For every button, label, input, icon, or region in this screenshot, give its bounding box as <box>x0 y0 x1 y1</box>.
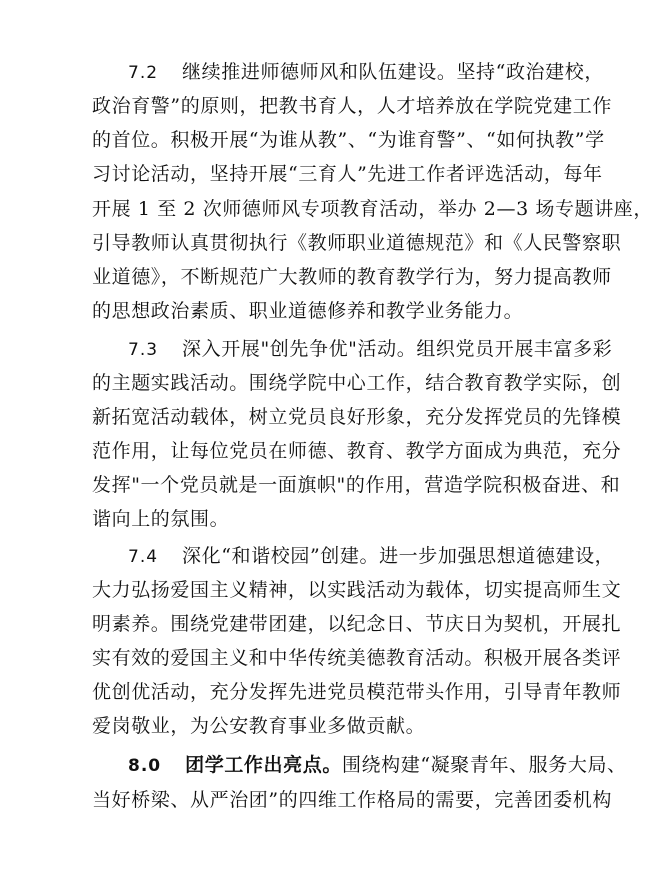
section-number: 7.4 <box>128 547 159 567</box>
paragraph-line <box>92 125 605 155</box>
line-text: 继续推进师德师风和队伍建设。坚持“政治建校， <box>182 61 604 83</box>
paragraph-line <box>92 711 425 741</box>
line-text: 的首位。积极开展“为谁从教”、“为谁育警”、“如何执教”学 <box>92 129 605 151</box>
paragraph-line <box>128 334 612 364</box>
line-text: 的主题实践活动。围绕学院中心工作，结合教育教学实际，创 <box>92 372 622 394</box>
line-text: 开展 1 至 2 次师德师风专项教育活动，举办 2—3 场专题讲座， <box>92 198 653 220</box>
line-text: 深入开展"创先争优"活动。组织党员开展丰富多彩 <box>182 338 613 360</box>
paragraph-line <box>92 262 612 292</box>
paragraph-line <box>128 541 614 571</box>
paragraph-line <box>92 296 523 326</box>
line-text: 大力弘扬爱国主义精神，以实践活动为载体，切实提高师生文 <box>92 579 622 601</box>
paragraph-line <box>92 194 653 224</box>
paragraph-line <box>92 228 621 258</box>
line-text: 深化“和谐校园”创建。进一步加强思想道德建设， <box>182 545 615 567</box>
section-number: 7.3 <box>128 340 159 360</box>
line-text: 新拓宽活动载体，树立党员良好形象，充分发挥党员的先锋模 <box>92 406 622 428</box>
line-text: 政治育警”的原则，把教书育人，人才培养放在学院党建工作 <box>92 95 612 117</box>
paragraph-line <box>92 402 621 432</box>
paragraph-line <box>92 504 229 534</box>
paragraph-line <box>92 677 621 707</box>
line-text: 爱岗敬业，为公安教育事业多做贡献。 <box>92 715 426 737</box>
paragraph-line <box>92 159 603 189</box>
paragraph-line <box>92 470 620 500</box>
paragraph-line <box>92 368 621 398</box>
line-text: 的思想政治素质、职业道德修养和教学业务能力。 <box>92 300 524 322</box>
paragraph-line <box>128 57 604 87</box>
line-text: 谐向上的氛围。 <box>92 508 230 530</box>
paragraph-line <box>128 750 627 780</box>
line-text: 优创优活动，充分发挥先进党员模范带头作用，引导青年教师 <box>92 681 622 703</box>
line-text: 习讨论活动，坚持开展“三育人”先进工作者评选活动，每年 <box>92 163 603 185</box>
line-text: 当好桥梁、从严治团”的四维工作格局的需要，完善团委机构 <box>92 789 612 811</box>
line-text: 业道德》，不断规范广大教师的教育教学行为，努力提高教师 <box>92 266 612 288</box>
line-text: 围绕构建“凝聚青年、服务大局、 <box>341 754 627 776</box>
paragraph-line <box>92 643 621 673</box>
section-number: 7.2 <box>128 63 159 83</box>
section-number: 8.0 <box>128 756 162 776</box>
line-text: 范作用，让每位党员在师德、教育、教学方面成为典范，充分 <box>92 440 622 462</box>
line-text: 发挥"一个党员就是一面旗帜"的作用，营造学院积极奋进、和 <box>92 474 621 496</box>
section-heading: 团学工作出亮点。 <box>185 754 342 776</box>
paragraph-line <box>92 91 612 121</box>
line-text: 实有效的爱国主义和中华传统美德教育活动。积极开展各类评 <box>92 647 622 669</box>
paragraph-line <box>92 609 621 639</box>
line-text: 引导教师认真贯彻执行《教师职业道德规范》和《人民警察职 <box>92 232 622 254</box>
line-text: 明素养。围绕党建带团建，以纪念日、节庆日为契机，开展扎 <box>92 613 622 635</box>
paragraph-line <box>92 436 621 466</box>
paragraph-line <box>92 575 621 605</box>
paragraph-line <box>92 785 612 815</box>
